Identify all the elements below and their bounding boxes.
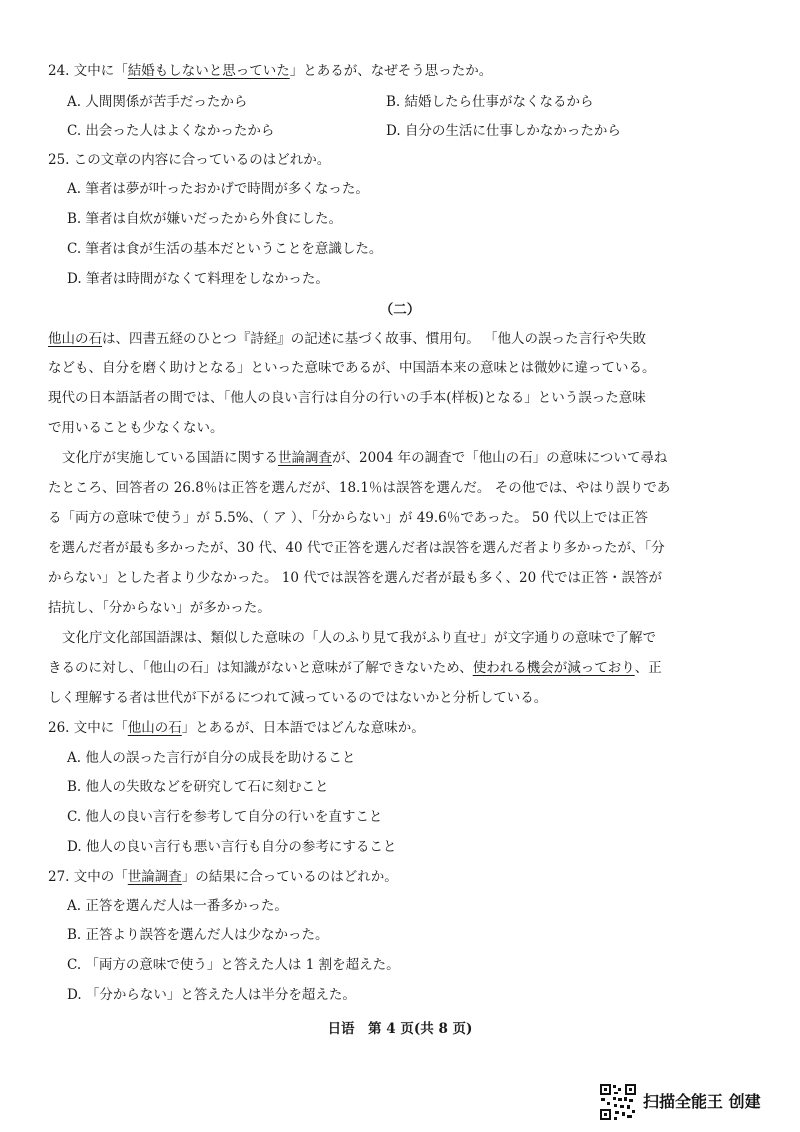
q26-option-b[interactable]: B. 他人の失敗などを研究して石に刻むこと bbox=[67, 779, 329, 795]
question-25: 25. この文章の内容に合っているのはどれか。 bbox=[48, 152, 331, 168]
q24-option-a[interactable]: A. 人間関係が苦手だったから bbox=[67, 94, 248, 110]
qr-code-icon bbox=[599, 1083, 637, 1121]
q26-option-d[interactable]: D. 他人の良い言行も悪い言行も自分の参考にすること bbox=[67, 839, 397, 855]
question-suffix: 」の結果に合っているのはどれか。 bbox=[181, 869, 398, 885]
question-number: 27. bbox=[48, 869, 70, 885]
question-27 bbox=[48, 867, 398, 887]
q24-option-d[interactable]: D. 自分の生活に仕事しかなかったから bbox=[386, 123, 621, 139]
passage-line: 文化庁文化部国語課は、類似した意味の「人のふり見て我がふり直せ」が文字通りの意味で了解で bbox=[62, 630, 656, 646]
q25-option-d[interactable]: D. 筆者は時間がなくて料理をしなかった。 bbox=[67, 271, 329, 287]
passage-line: る「両方の意味で使う」が 5.5%、（ ア ）、「分からない」が 49.6％であった。 50 代以上では正答 bbox=[48, 510, 648, 526]
scanner-watermark-label: 扫描全能王 创建 bbox=[643, 1092, 761, 1111]
question-prefix: 文中に「 bbox=[73, 63, 128, 79]
question-suffix: 」とあるが、日本語ではどんな意味か。 bbox=[181, 720, 425, 736]
q24-option-c[interactable]: C. 出会った人はよくなかったから bbox=[67, 123, 275, 139]
quoted-phrase: 世論調査 bbox=[127, 869, 182, 885]
question-number: 26. bbox=[48, 720, 70, 736]
q27-option-b[interactable]: B. 正答より誤答を選んだ人は少なかった。 bbox=[67, 927, 329, 943]
quoted-phrase: 他山の石 bbox=[127, 720, 182, 736]
passage-term-survey: 世論調査 bbox=[278, 450, 332, 466]
passage-line: たところ、回答者の 26.8％は正答を選んだが、18.1％は誤答を選んだ。 その他では、やはり誤りであ bbox=[48, 480, 671, 496]
passage-line: きるのに対し、「他山の石」は知識がないと意味が了解できないため、使われる機会が減っており、正 bbox=[48, 660, 662, 676]
question-suffix: 」とあるが、なぜそう思ったか。 bbox=[289, 63, 493, 79]
q27-option-a[interactable]: A. 正答を選んだ人は一番多かった。 bbox=[67, 898, 288, 914]
question-prefix: 文中に「 bbox=[73, 720, 128, 736]
passage-line: で用いることも少なくない。 bbox=[48, 420, 224, 436]
question-26 bbox=[48, 718, 425, 738]
q27-option-c[interactable]: C. 「両方の意味で使う」と答えた人は 1 割を超えた。 bbox=[67, 957, 400, 973]
q26-option-a[interactable]: A. 他人の誤った言行が自分の成長を助けること bbox=[67, 750, 356, 766]
passage-term-tazan: 他山の石 bbox=[48, 331, 102, 347]
q24-option-b[interactable]: B. 結婚したら仕事がなくなるから bbox=[386, 94, 594, 110]
passage-line: 現代の日本語話者の間では、「他人の良い言行は自分の行いの手本(样板)となる」という誤った意味 bbox=[48, 390, 646, 406]
q26-option-c[interactable]: C. 他人の良い言行を参考して自分の行いを直すこと bbox=[67, 809, 383, 825]
question-24 bbox=[48, 61, 492, 81]
quoted-phrase: 結婚もしないと思っていた bbox=[127, 63, 290, 79]
q25-option-c[interactable]: C. 筆者は食が生活の基本だということを意識した。 bbox=[67, 241, 383, 257]
passage-line: 拮抗し、「分からない」が多かった。 bbox=[48, 600, 271, 616]
q25-option-a[interactable]: A. 筆者は夢が叶ったおかげで時間が多くなった。 bbox=[67, 181, 369, 197]
q25-option-b[interactable]: B. 筆者は自炊が嫌いだったから外食にした。 bbox=[67, 211, 343, 227]
question-number: 24. bbox=[48, 63, 70, 79]
passage-line: なども、自分を磨く助けとなる」といった意味であるが、中国語本来の意味とは微妙に違っている。 bbox=[48, 360, 656, 376]
passage-line: 文化庁が実施している国語に関する世論調査が、2004 年の調査で「他山の石」の意味について尋ね bbox=[62, 450, 668, 466]
passage-line: からない」とした者より少なかった。 10 代では誤答を選んだ者が最も多く、20 代では正答・誤答が bbox=[48, 570, 662, 586]
passage-line: 他山の石は、四書五経のひとつ『詩経』の記述に基づく故事、慣用句。 「他人の誤った言行や失敗 bbox=[48, 331, 647, 347]
passage-line: しく理解する者は世代が下がるにつれて減っているのではないかと分析している。 bbox=[48, 690, 548, 706]
section-title: （二） bbox=[379, 302, 421, 318]
q27-option-d[interactable]: D. 「分からない」と答えた人は半分を超えた。 bbox=[67, 987, 356, 1003]
question-prefix: 文中の「 bbox=[73, 869, 128, 885]
passage-term-usage: 使われる機会が減っており bbox=[472, 660, 635, 676]
passage-line: を選んだ者が最も多かったが、30 代、40 代で正答を選んだ者は誤答を選んだ者より多かったが、「分 bbox=[48, 540, 665, 556]
page-footer: 日语 第 4 页(共 8 页) bbox=[327, 1021, 473, 1037]
